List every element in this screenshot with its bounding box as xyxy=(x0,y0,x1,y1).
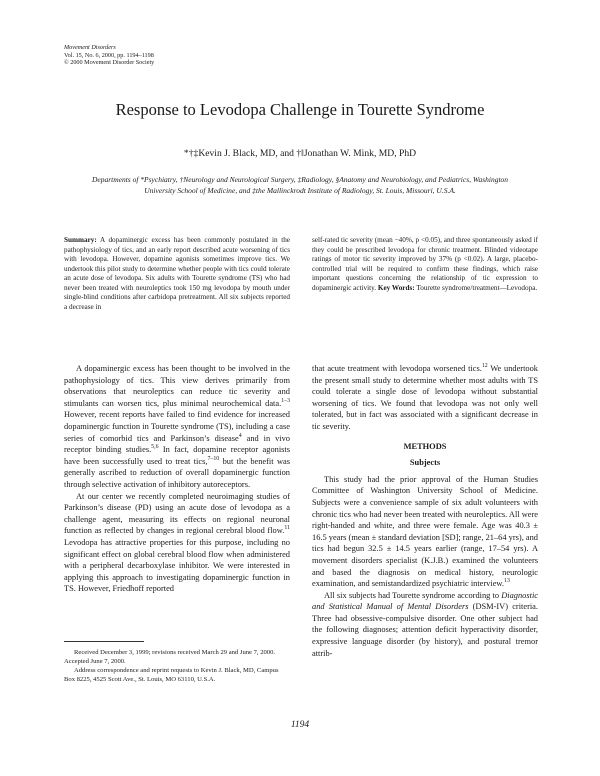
abstract-right-text: self-rated tic severity (mean −40%, p <0.05), and three spontaneously asked if they could be prescribed levodopa for chronic treatment. Blinded videotape ratings of motor tic severity improved by 37% (p <0.02). A large, placebo-controlled trial will be required to confirm these findings, which raise important questions concerning the relationship of tic expression to dopaminergic activity. xyxy=(312,236,538,292)
page-number: 1194 xyxy=(290,720,310,730)
text-run: In fact, dopamine receptor agonists have been successfully used to treat tics, xyxy=(64,445,290,466)
citation: 7–10 xyxy=(207,455,220,462)
keywords-text: Tourette syndrome/treatment—Levodopa. xyxy=(416,283,538,292)
text-run: and in vivo receptor binding studies. xyxy=(64,433,290,455)
abstract-left-text: A dopaminergic excess has been commonly postulated in the pathophysiology of tics, and an early report described acute worsening of tics with levodopa. However, dopamine agonists sometimes improve tics. We undertook this pilot study to determine whether people with tics could tolerate an acute dose of levodopa. Six adults with Tourette syndrome (TS) who had never been treated with neuroleptics took 150 mg levodopa by mouth under single-blind conditions after carbidopa pretreatment. All six subjects reported a decrease in xyxy=(64,236,290,311)
article-authors: *†‡Kevin J. Black, MD, and †‖Jonathan W. Mink, MD, PhD xyxy=(183,148,417,159)
text-run: At our center we recently completed neuroimaging studies of Parkinson’s disease (PD) using an acute dose of levodopa as a challenge agent, measuring its effects on regional neuronal function as reflected by changes in regional cerebral blood flow. xyxy=(64,491,290,536)
text-run: However, recent reports have failed to find evidence for increased dopaminergic function in Tourette syndrome (TS), including a case series of comorbid tics and Parkinson’s disease xyxy=(64,410,290,443)
section-heading-methods: METHODS xyxy=(403,441,447,451)
journal-copyright: © 2000 Movement Disorder Society xyxy=(64,59,155,67)
text-run: All six subjects had Tourette syndrome according to xyxy=(324,590,502,600)
body-paragraph xyxy=(312,590,538,660)
text-run: This study had the prior approval of the Human Studies Committee of Washington University School of Medicine. Subjects were a convenience sample of six adult volunteers with chronic tics who had never been treated with neuroleptics. All were right-handed and white, and three were female. Age was 40.3 ± 16.5 years (mean ± standard deviation [SD]; range, 21–64 yrs), and tics had begun 32.5 ± 14.5 years earlier (range, 17–54 yrs). A movement disorders specialist (K.J.B.) examined the volunteers and based the diagnosis on medical history, neurologic examination, and semistandardized psychiatric interview. xyxy=(312,474,538,589)
abstract-left-column xyxy=(64,236,290,312)
footnote xyxy=(64,648,290,684)
text-run: that acute treatment with levodopa worsened tics. xyxy=(312,364,482,373)
text-run: A dopaminergic excess has been thought to be involved in the pathophysiology of tics. This view derives primarily from observations that neuroleptics can reduce tic severity and stimulants can worsen tics, plus minimal neurochemical data. xyxy=(64,364,290,408)
text-run: (DSM-IV) criteria. Three had obsessive-compulsive disorder. One other subject had the following diagnoses; attention deficit hyperactivity disorder, expressive language disorder (by history), and postural tremor attrib- xyxy=(312,602,538,658)
citation: 5,6 xyxy=(151,444,159,451)
article-affiliations: Departments of *Psychiatry, †Neurology and Neurological Surgery, ‡Radiology, §Anatomy and Neurobiology, and Pediatrics, Washington University School of Medicine, and ‡the Mallinckrodt Institute of Radiology, St. Louis, Missouri, U.S.A. xyxy=(91,175,509,195)
footnote-correspondence: Address correspondence and reprint requests to Kevin J. Black, MD, Campus Box 8225, 4525 Scott Ave., St. Louis, MO 63110, U.S.A. xyxy=(64,667,279,683)
text-run-italic: Diagnostic and Statistical Manual of Mental Disorders xyxy=(312,590,538,612)
text-run: but the benefit was generally ascribed to reduction of overall dopaminergic function through selective activation of inhibitory autoreceptors. xyxy=(64,456,290,489)
abstract-right-column xyxy=(312,236,538,293)
body-paragraph xyxy=(64,363,290,491)
citation: 11 xyxy=(284,525,290,532)
abstract-label: Summary: xyxy=(64,236,97,244)
citation: 4 xyxy=(238,432,242,439)
body-paragraph xyxy=(312,474,538,590)
footnote-rule xyxy=(64,641,144,642)
body-paragraph xyxy=(64,491,290,595)
keywords-label: Key Words: xyxy=(377,283,415,292)
body-right-column xyxy=(312,363,538,659)
journal-volume: Vol. 15, No. 6, 2000, pp. 1194–1198 xyxy=(64,51,154,59)
body-paragraph xyxy=(312,363,538,433)
body-left-column xyxy=(64,363,290,595)
journal-name: Movement Disorders xyxy=(64,44,116,51)
footnote-received: Received December 3, 1999; revisions received March 29 and June 7, 2000. Accepted June 7, 2000. xyxy=(64,649,276,665)
citation: 12 xyxy=(481,363,488,370)
text-run: We undertook the present small study to determine whether most adults with TS could tolerate a single dose of levodopa without substantial worsening of tics. We found that levodopa was not only well tolerated, but in fact was associated with a significant decrease in tic severity. xyxy=(312,364,538,431)
article-title: Response to Levodopa Challenge in Tourette Syndrome xyxy=(115,100,485,119)
journal-header xyxy=(64,44,154,67)
citation: 1–3 xyxy=(281,397,290,404)
citation: 13 xyxy=(504,578,510,585)
text-run: Levodopa has attractive properties for this purpose, including no significant effect on global cerebral blood flow when administered with a peripheral decarboxylase inhibitor. We were interested in applying this approach to investigating dopaminergic function in TS. However, Friedhoff reported xyxy=(64,537,290,594)
subsection-heading-subjects: Subjects xyxy=(409,458,441,468)
